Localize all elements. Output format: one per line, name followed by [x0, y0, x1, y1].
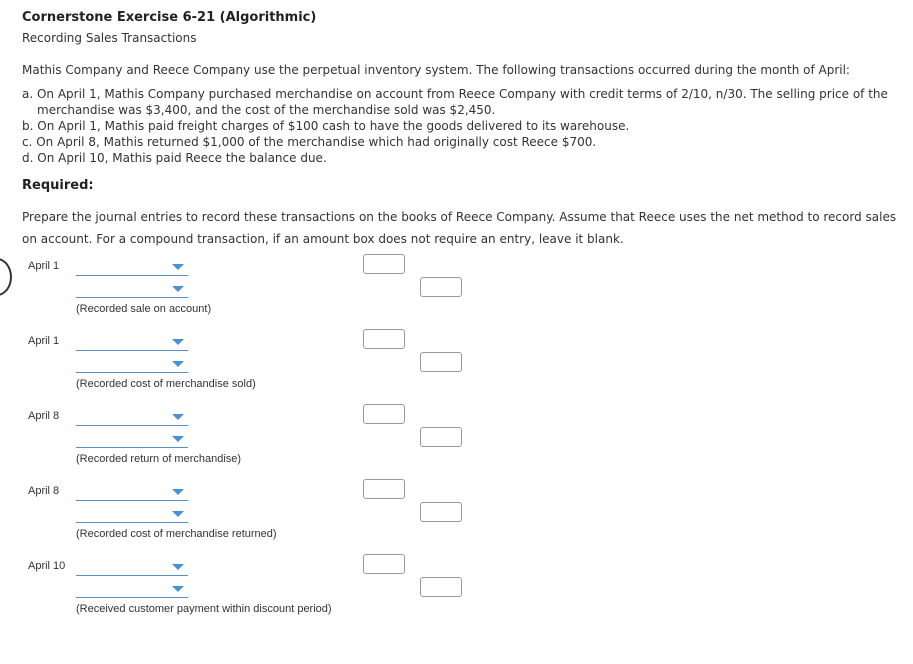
chevron-down-icon — [172, 339, 184, 345]
transaction-a — [22, 86, 902, 118]
instructions-text: Prepare the journal entries to record these transactions on the books of Reece Company. Assume that Reece uses the net method to record sales on account. For a compound transaction, if an amount box does not require an entry, leave it blank. — [22, 210, 897, 246]
credit-account-dropdown[interactable] — [76, 507, 188, 523]
entry-date: April 1 — [28, 335, 60, 347]
debit-account-dropdown[interactable] — [76, 335, 188, 351]
debit-amount-input[interactable] — [363, 329, 405, 349]
debit-account-dropdown[interactable] — [76, 260, 188, 276]
credit-amount-input[interactable] — [420, 502, 462, 522]
chevron-down-icon — [172, 489, 184, 495]
journal-entry-4 — [0, 485, 913, 560]
transaction-d: d. On April 10, Mathis paid Reece the balance due. — [22, 151, 327, 165]
required-label: Required: — [22, 178, 94, 193]
chevron-down-icon — [172, 264, 184, 270]
credit-amount-input[interactable] — [420, 577, 462, 597]
debit-account-dropdown[interactable] — [76, 560, 188, 576]
credit-account-dropdown[interactable] — [76, 357, 188, 373]
debit-amount-input[interactable] — [363, 479, 405, 499]
problem-intro: Mathis Company and Reece Company use the perpetual inventory system. The following transactions occurred during the month of April: — [22, 63, 850, 77]
transaction-list — [22, 86, 902, 166]
chevron-down-icon — [172, 564, 184, 570]
journal-entry-3 — [0, 410, 913, 485]
entry-date: April 10 — [28, 560, 66, 572]
journal-entry-2 — [0, 335, 913, 410]
chevron-down-icon — [172, 414, 184, 420]
debit-account-dropdown[interactable] — [76, 485, 188, 501]
credit-amount-input[interactable] — [420, 427, 462, 447]
credit-amount-input[interactable] — [420, 352, 462, 372]
entry-caption: (Recorded return of merchandise) — [76, 453, 242, 465]
credit-amount-input[interactable] — [420, 277, 462, 297]
entry-date: April 8 — [28, 485, 60, 497]
chevron-down-icon — [172, 286, 184, 292]
credit-account-dropdown[interactable] — [76, 282, 188, 298]
journal-entry-1 — [0, 260, 913, 335]
credit-account-dropdown[interactable] — [76, 432, 188, 448]
entry-date: April 1 — [28, 260, 60, 272]
chevron-down-icon — [172, 586, 184, 592]
transaction-a-line1: a. On April 1, Mathis Company purchased merchandise on account from Reece Company with credit terms of 2/10, n/30. The selling price of the — [22, 87, 888, 101]
chevron-down-icon — [172, 361, 184, 367]
transaction-a-line2: merchandise was $3,400, and the cost of the merchandise sold was $2,450. — [37, 103, 496, 117]
entry-caption: (Received customer payment within discount period) — [76, 603, 332, 615]
debit-amount-input[interactable] — [363, 404, 405, 424]
transaction-b: b. On April 1, Mathis paid freight charges of $100 cash to have the goods delivered to its warehouse. — [22, 119, 630, 133]
entry-caption: (Recorded cost of merchandise returned) — [76, 528, 277, 540]
chevron-down-icon — [172, 436, 184, 442]
exercise-title: Cornerstone Exercise 6-21 (Algorithmic) — [22, 10, 317, 25]
transaction-c: c. On April 8, Mathis returned $1,000 of the merchandise which had originally cost Reece $700. — [22, 135, 597, 149]
debit-amount-input[interactable] — [363, 254, 405, 274]
debit-amount-input[interactable] — [363, 554, 405, 574]
chevron-down-icon — [172, 511, 184, 517]
exercise-subtitle: Recording Sales Transactions — [22, 31, 197, 45]
credit-account-dropdown[interactable] — [76, 582, 188, 598]
entry-date: April 8 — [28, 410, 60, 422]
entry-caption: (Recorded sale on account) — [76, 303, 212, 315]
journal-entry-5 — [0, 560, 913, 635]
debit-account-dropdown[interactable] — [76, 410, 188, 426]
entry-caption: (Recorded cost of merchandise sold) — [76, 378, 256, 390]
